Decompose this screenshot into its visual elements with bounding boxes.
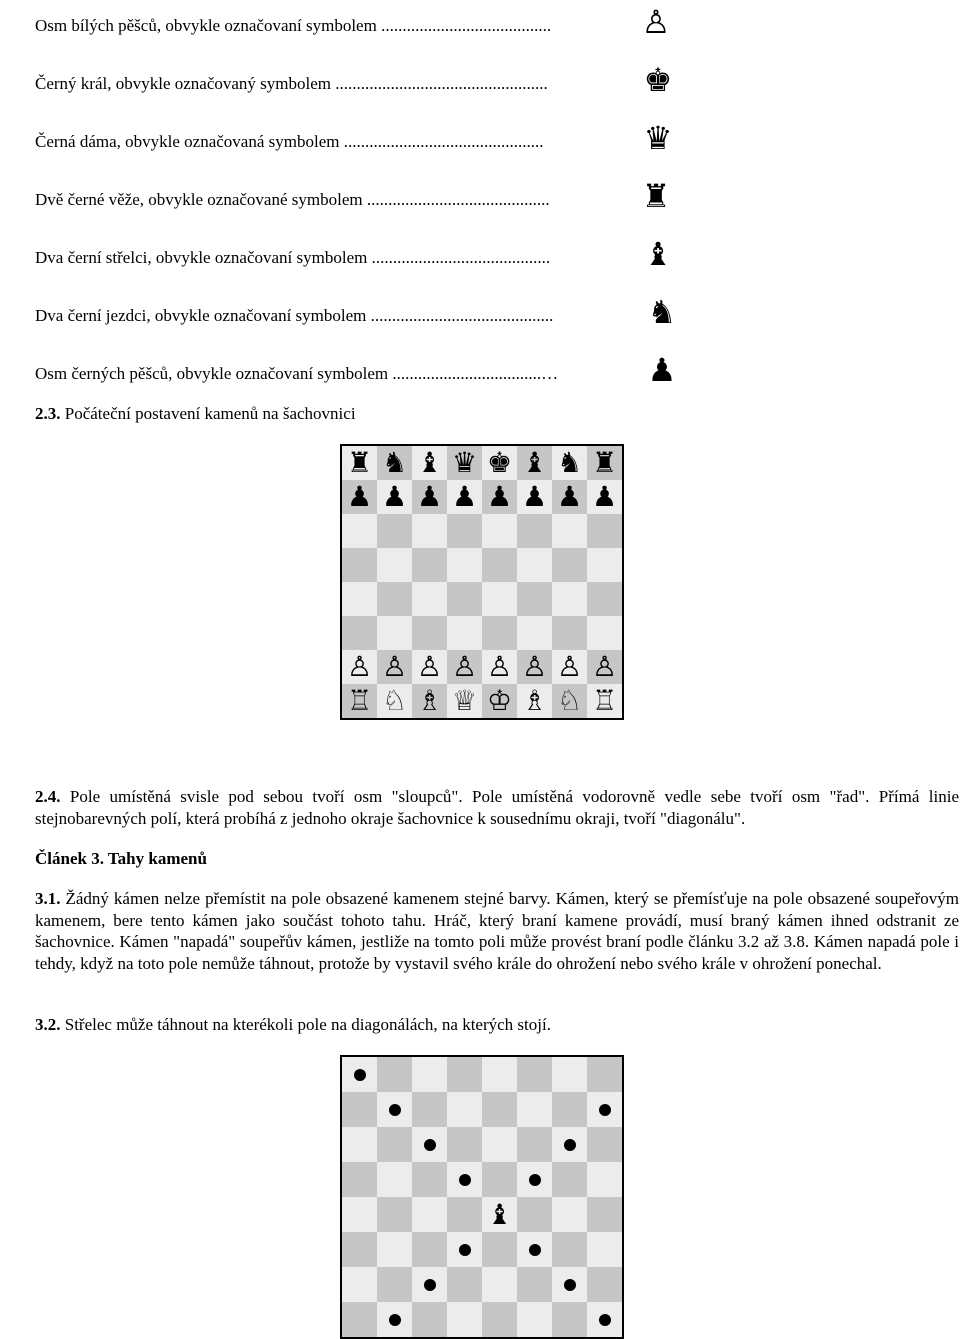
board-square — [482, 1197, 517, 1232]
board-square — [552, 1302, 587, 1337]
board-square — [587, 548, 622, 582]
board-square-with-piece — [342, 650, 377, 684]
move-target-dot — [564, 1139, 576, 1151]
board-square — [377, 616, 412, 650]
board-square — [482, 1127, 517, 1162]
board-square — [482, 582, 517, 616]
move-target-dot — [529, 1174, 541, 1186]
board-square — [517, 1302, 552, 1337]
board-square-with-piece — [482, 480, 517, 514]
board-square — [377, 1232, 412, 1267]
board-square — [342, 1127, 377, 1162]
board-square — [517, 582, 552, 616]
board-square — [587, 1232, 622, 1267]
chess-piece-icon: ♟ — [591, 480, 618, 513]
board-square — [552, 514, 587, 548]
board-square-with-piece — [482, 446, 517, 480]
chess-piece-icon: ♟ — [451, 480, 478, 513]
move-target-dot — [564, 1279, 576, 1291]
black-pawn-icon: ♟ — [647, 351, 677, 389]
section-3-1-paragraph: 3.1. Žádný kámen nelze přemístit na pole obsazené kamenem stejné barvy. Kámen, který se přemísťuje na pole obsazené soupeřovým kamenem, bere tento kámen jako součást tohoto tahu. Hráč, který braní kamene provádí, musí braný kámen ihned odstranit ze šachovnice. Kámen "napadá" soupeřův kámen, jestliže na tomto poli může provést braní podle článku 3.2 až 3.8. Kámen napadá pole i tehdy, když na toto pole nemůže táhnout, protože by vystavil svého krále do ohrožení nebo svého krále v ohrožení ponechal. — [35, 889, 959, 973]
board-square — [377, 1057, 412, 1092]
board-square — [412, 1267, 447, 1302]
board-square-with-piece — [342, 480, 377, 514]
board-square — [517, 548, 552, 582]
chess-piece-icon: ♞ — [556, 446, 583, 479]
board-square-with-piece — [377, 650, 412, 684]
chess-piece-icon: ♞ — [381, 446, 408, 479]
chess-piece-icon: ♟ — [346, 480, 373, 513]
chess-piece-icon: ♙ — [346, 650, 373, 683]
chess-piece-icon: ♙ — [416, 650, 443, 683]
board-square — [412, 1127, 447, 1162]
board-square-with-piece — [552, 446, 587, 480]
board-square-with-piece — [587, 446, 622, 480]
chess-piece-icon: ♔ — [486, 684, 513, 717]
board-square — [482, 616, 517, 650]
board-square — [447, 582, 482, 616]
board-square-with-piece — [552, 480, 587, 514]
board-square — [552, 1127, 587, 1162]
chess-piece-icon: ♝ — [416, 446, 443, 479]
board-square-with-piece — [447, 446, 482, 480]
board-square — [342, 1057, 377, 1092]
board-square — [482, 1302, 517, 1337]
move-target-dot — [389, 1104, 401, 1116]
board-square-with-piece — [447, 480, 482, 514]
board-square — [412, 1092, 447, 1127]
board-square — [517, 1232, 552, 1267]
board-square — [377, 1267, 412, 1302]
board-square — [412, 1197, 447, 1232]
board-square — [412, 582, 447, 616]
board-square — [342, 1302, 377, 1337]
section-3-2-paragraph: 3.2. Střelec může táhnout na kterékoli pole na diagonálách, na kterých stojí. — [35, 1015, 551, 1034]
section-2-3-heading: 2.3. Počáteční postavení kamenů na šachovnici — [35, 404, 356, 423]
board-square — [342, 1197, 377, 1232]
board-square — [517, 1267, 552, 1302]
board-square — [342, 1232, 377, 1267]
chess-piece-icon: ♙ — [521, 650, 548, 683]
board-square-with-piece — [517, 684, 552, 718]
chess-piece-icon: ♙ — [451, 650, 478, 683]
board-square — [447, 616, 482, 650]
board-square — [587, 1267, 622, 1302]
board-square — [517, 1092, 552, 1127]
chess-piece-icon: ♟ — [486, 480, 513, 513]
board-square-with-piece — [482, 684, 517, 718]
board-square — [377, 582, 412, 616]
board-square — [587, 1092, 622, 1127]
board-square — [482, 1162, 517, 1197]
bishop-moves-chessboard — [340, 1055, 624, 1339]
chess-piece-icon: ♚ — [486, 446, 513, 479]
board-square — [517, 1057, 552, 1092]
board-square-with-piece — [552, 650, 587, 684]
initial-position-chessboard — [340, 444, 624, 720]
move-target-dot — [459, 1244, 471, 1256]
chess-piece-icon: ♙ — [381, 650, 408, 683]
board-square — [447, 1057, 482, 1092]
board-square — [482, 1267, 517, 1302]
piece-symbol-line: Osm černých pěšců, obvykle označovaní symbolem ...................................… — [35, 364, 559, 383]
board-square — [587, 1162, 622, 1197]
board-square-with-piece — [587, 650, 622, 684]
board-square — [587, 616, 622, 650]
board-square — [447, 1162, 482, 1197]
chess-piece-icon: ♟ — [416, 480, 443, 513]
board-square — [377, 1127, 412, 1162]
board-square-with-piece — [517, 446, 552, 480]
board-square — [342, 1267, 377, 1302]
board-square — [587, 582, 622, 616]
chess-piece-icon: ♟ — [381, 480, 408, 513]
chess-piece-icon: ♝ — [521, 446, 548, 479]
board-square — [342, 548, 377, 582]
board-square — [412, 514, 447, 548]
chess-piece-icon: ♟ — [556, 480, 583, 513]
move-target-dot — [424, 1279, 436, 1291]
piece-symbol-line: Černá dáma, obvykle označovaná symbolem ............................................... — [35, 132, 544, 151]
piece-symbol-line: Dva černí jezdci, obvykle označovaní symbolem ........................................... — [35, 306, 554, 325]
board-square — [342, 1162, 377, 1197]
board-square — [377, 1302, 412, 1337]
board-square — [517, 616, 552, 650]
board-square-with-piece — [412, 446, 447, 480]
board-square — [377, 1197, 412, 1232]
board-square — [587, 1127, 622, 1162]
board-square-with-piece — [552, 684, 587, 718]
board-square — [412, 1162, 447, 1197]
move-target-dot — [389, 1314, 401, 1326]
board-square — [517, 1127, 552, 1162]
board-square — [587, 1057, 622, 1092]
chess-piece-icon: ♜ — [591, 446, 618, 479]
board-square-with-piece — [342, 684, 377, 718]
chess-piece-icon: ♜ — [346, 446, 373, 479]
board-square-with-piece — [412, 480, 447, 514]
board-square — [342, 616, 377, 650]
board-square-with-piece — [517, 480, 552, 514]
board-square — [377, 1162, 412, 1197]
board-square — [552, 1232, 587, 1267]
move-target-dot — [459, 1174, 471, 1186]
board-square — [447, 548, 482, 582]
board-square — [482, 1057, 517, 1092]
piece-symbol-line: Osm bílých pěšců, obvykle označovaní symbolem ........................................ — [35, 16, 552, 35]
chess-piece-icon: ♘ — [556, 684, 583, 717]
board-square — [412, 548, 447, 582]
white-pawn-icon: ♙ — [641, 3, 671, 41]
move-target-dot — [599, 1314, 611, 1326]
board-square — [517, 514, 552, 548]
board-square-with-piece — [377, 446, 412, 480]
article-3-heading: Článek 3. Tahy kamenů — [35, 849, 207, 868]
board-square — [552, 1197, 587, 1232]
board-square — [447, 1302, 482, 1337]
board-square-with-piece — [517, 650, 552, 684]
move-target-dot — [529, 1244, 541, 1256]
board-square-with-piece — [447, 684, 482, 718]
board-square — [552, 1057, 587, 1092]
board-square-with-piece — [377, 480, 412, 514]
black-rook-icon: ♜ — [641, 177, 671, 215]
board-square — [552, 1162, 587, 1197]
piece-symbol-line: Černý král, obvykle označovaný symbolem .................................................. — [35, 74, 548, 93]
board-square — [412, 1232, 447, 1267]
board-square-with-piece — [377, 684, 412, 718]
board-square — [412, 1057, 447, 1092]
board-square — [482, 548, 517, 582]
black-bishop-icon: ♝ — [486, 1197, 513, 1231]
board-square — [377, 548, 412, 582]
board-square — [517, 1197, 552, 1232]
board-square — [412, 616, 447, 650]
move-target-dot — [424, 1139, 436, 1151]
board-square-with-piece — [412, 684, 447, 718]
chess-piece-icon: ♗ — [521, 684, 548, 717]
black-bishop-icon: ♝ — [643, 235, 673, 273]
chess-piece-icon: ♖ — [346, 684, 373, 717]
board-square — [447, 1127, 482, 1162]
board-square-with-piece — [587, 480, 622, 514]
board-square — [342, 514, 377, 548]
board-square — [552, 1092, 587, 1127]
board-square — [412, 1302, 447, 1337]
piece-symbol-line: Dvě černé věže, obvykle označované symbolem ........................................... — [35, 190, 550, 209]
chess-piece-icon: ♕ — [451, 684, 478, 717]
board-square — [552, 582, 587, 616]
board-square-with-piece — [482, 650, 517, 684]
board-square — [447, 1232, 482, 1267]
board-square — [447, 514, 482, 548]
board-square — [447, 1267, 482, 1302]
black-knight-icon: ♞ — [647, 293, 677, 331]
chess-piece-icon: ♗ — [416, 684, 443, 717]
board-square-with-piece — [342, 446, 377, 480]
chess-piece-icon: ♟ — [521, 480, 548, 513]
board-square — [447, 1092, 482, 1127]
chess-piece-icon: ♘ — [381, 684, 408, 717]
board-square — [377, 514, 412, 548]
chess-piece-icon: ♖ — [591, 684, 618, 717]
board-square — [482, 1232, 517, 1267]
board-square — [587, 514, 622, 548]
board-square — [552, 548, 587, 582]
board-square — [342, 1092, 377, 1127]
section-2-4-paragraph: 2.4. Pole umístěná svisle pod sebou tvoří osm "sloupců". Pole umístěná vodorovně vedle sebe tvoří osm "řad". Přímá linie stejnobarevných polí, která probíhá z jednoho okraje šachovnice k sousednímu okraji, tvoří "diagonálu". — [35, 787, 959, 828]
move-target-dot — [599, 1104, 611, 1116]
board-square — [377, 1092, 412, 1127]
board-square — [552, 616, 587, 650]
chess-piece-icon: ♙ — [556, 650, 583, 683]
board-square — [482, 1092, 517, 1127]
board-square — [587, 1302, 622, 1337]
board-square-with-piece — [587, 684, 622, 718]
black-king-icon: ♚ — [643, 61, 673, 99]
chess-piece-icon: ♛ — [451, 446, 478, 479]
black-queen-icon: ♛ — [643, 119, 673, 157]
piece-symbol-line: Dva černí střelci, obvykle označovaní symbolem .......................................... — [35, 248, 551, 267]
board-square-with-piece — [412, 650, 447, 684]
board-square — [342, 582, 377, 616]
board-square — [552, 1267, 587, 1302]
board-square — [517, 1162, 552, 1197]
board-square — [587, 1197, 622, 1232]
board-square — [482, 514, 517, 548]
move-target-dot — [354, 1069, 366, 1081]
board-square — [447, 1197, 482, 1232]
chess-piece-icon: ♙ — [591, 650, 618, 683]
board-square-with-piece — [447, 650, 482, 684]
chess-piece-icon: ♙ — [486, 650, 513, 683]
